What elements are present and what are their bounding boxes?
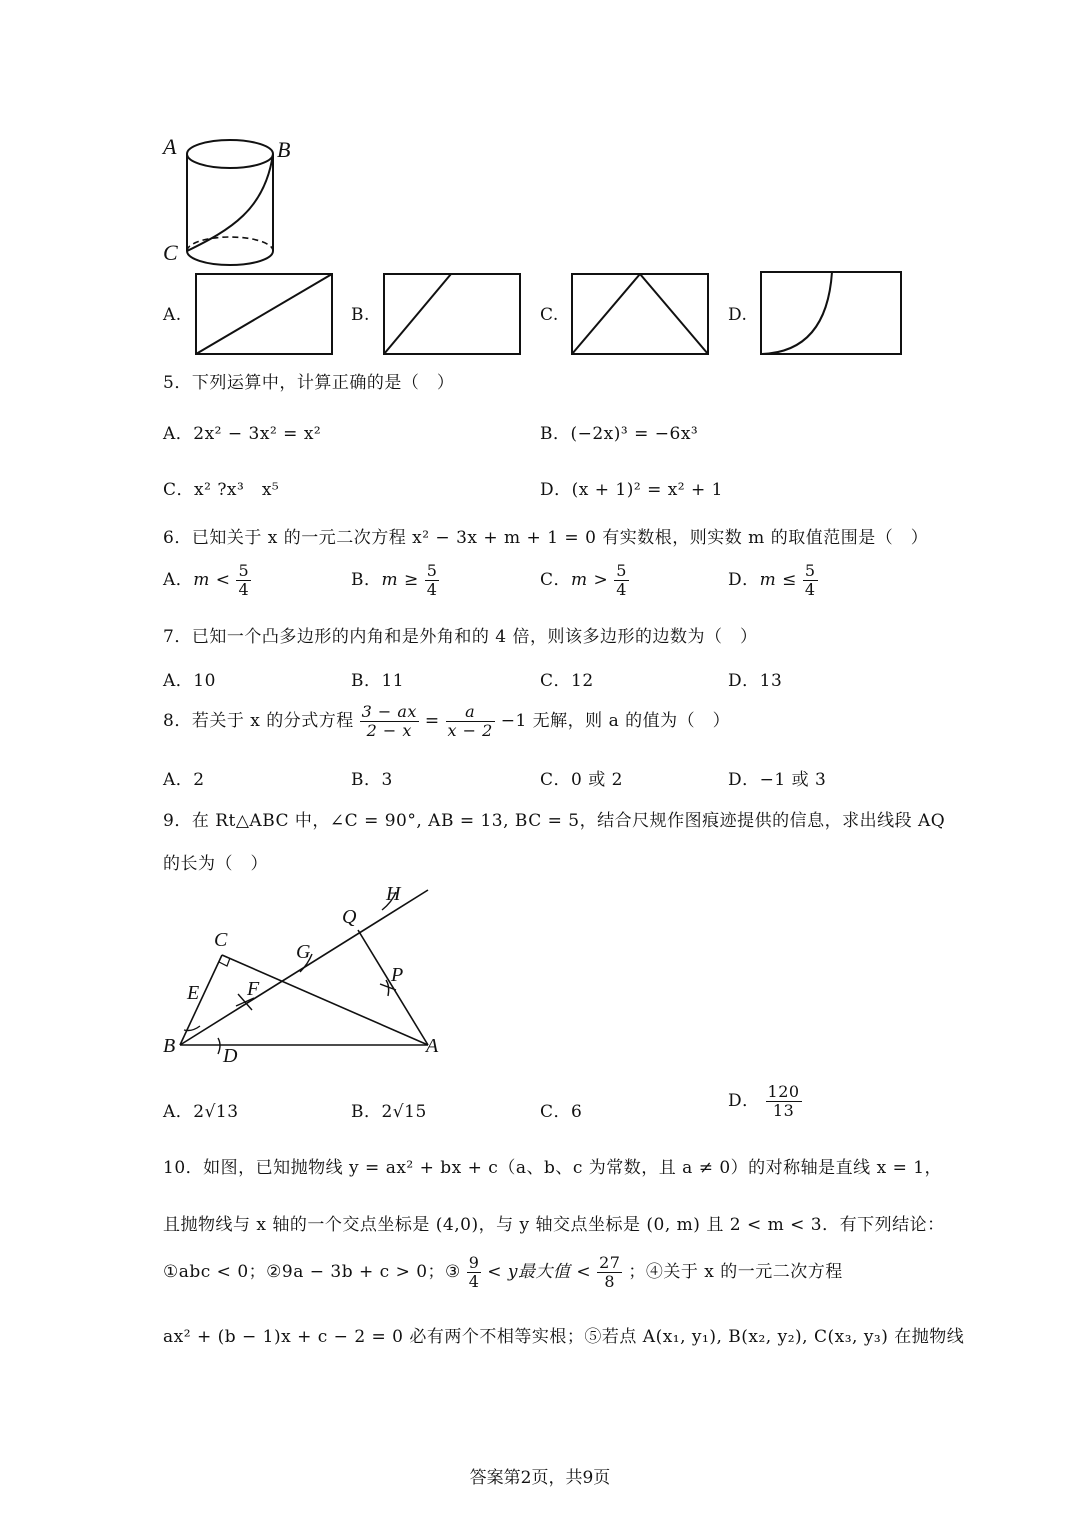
q10-frac1-den: 4 [468,1272,480,1291]
q9-option-d-den: 13 [772,1101,795,1120]
q8-question [163,703,730,740]
q6-option-a-prefix: A． [163,570,194,590]
q8-option-b: B．3 [351,770,393,790]
point-label-c: C [163,240,178,265]
q6-option-c [540,562,629,599]
q8-post: −1 无解，则 a 的值为（ ） [500,711,731,731]
q10-line3-post: ；④关于 x 的一元二次方程 [628,1262,843,1282]
q10-line-2: 且抛物线与 x 轴的一个交点坐标是 (4,0)，与 y 轴交点坐标是 (0, m) 且 2 < m < 3．有下列结论： [163,1215,945,1235]
q10-line-1: 10．如图，已知抛物线 y = ax² + bx + c（a、b、c 为常数，且 a ≠ 0）的对称轴是直线 x = 1， [163,1158,943,1178]
point-label-b-tri: B [163,1035,176,1057]
q4-option-b-label: B. [351,305,370,325]
q7-option-b: B．11 [351,671,405,691]
arc-mark-e [184,1026,200,1031]
q8-fraction-1 [360,703,419,740]
q8-fraction-2 [446,703,495,740]
q6-option-d-den: 4 [804,580,816,599]
q9-option-d-fraction [766,1083,802,1120]
cylinder-bottom-front [187,251,273,265]
q4-option-d-curve [761,272,832,354]
q4-option-b-line [384,274,451,354]
point-label-d: D [223,1045,238,1067]
q6-option-b-fraction [425,562,440,599]
point-label-b: B [277,137,291,162]
q6-option-a-fraction [236,562,251,599]
q5-option-c: C．x² ?x³ x⁵ [163,480,280,500]
q5-option-d: D．(x + 1)² = x² + 1 [540,480,723,500]
q6-option-a-rel: m < [193,570,231,590]
q6-option-c-num: 5 [616,561,627,580]
q4-option-c-lines [572,274,708,354]
q8-option-a: A．2 [163,770,205,790]
q10-line-4: ax² + (b − 1)x + c − 2 = 0 必有两个不相等实根；⑤若点 A(x₁, y₁), B(x₂, y₂), C(x₃, y₃) 在抛物线 [163,1327,965,1347]
q8-frac2-den: x − 2 [447,721,493,740]
point-label-c-tri: C [214,929,228,951]
arc-mark-p2 [386,980,389,996]
q10-frac1-num: 9 [468,1253,480,1272]
point-label-h: H [386,883,401,905]
q9-option-d [728,1083,802,1120]
q10-frac2-den: 8 [604,1272,616,1291]
point-label-g: G [296,941,311,963]
q8-frac1-den: 2 − x [366,721,412,740]
q6-option-d-num: 5 [804,561,816,580]
q6-option-d [728,562,818,599]
q10-line3-mid: < y最大值 < [487,1262,592,1282]
q4-option-b-rect [384,274,520,354]
q6-option-a-den: 4 [238,580,250,599]
point-label-e: E [187,982,200,1004]
q5-question: 5．下列运算中，计算正确的是（ ） [163,373,455,393]
arc-mark-d [218,1038,220,1054]
point-label-q: Q [342,906,357,928]
q9-option-d-prefix: D． [728,1091,760,1111]
q8-pre: 8．若关于 x 的分式方程 [163,711,354,731]
q6-option-c-fraction [614,562,629,599]
q10-line3-pre: ①abc < 0；②9a − 3b + c > 0；③ [163,1262,461,1282]
q4-option-a-label: A. [163,305,182,325]
q9-line-1: 9．在 Rt△ABC 中，∠C = 90°, AB = 13, BC = 5，结合尺规作图痕迹提供的信息，求出线段 AQ [163,811,946,831]
q4-option-d-label: D. [728,305,748,325]
q5-option-a: A．2x² − 3x² = x² [163,424,322,444]
q6-option-c-den: 4 [616,580,627,599]
q6-option-a [163,562,251,599]
q6-option-a-num: 5 [238,561,250,580]
q4-option-c-label: C. [540,305,559,325]
q6-option-b-rel: m ≥ [381,570,419,590]
q9-triangle-figure [160,880,460,1070]
q6-option-b-num: 5 [426,561,438,580]
q6-question: 6．已知关于 x 的一元二次方程 x² − 3x + m + 1 = 0 有实数根，则实数 m 的取值范围是（ ） [163,528,929,548]
point-label-a-tri: A [426,1035,439,1057]
q6-option-d-rel: m ≤ [759,570,797,590]
segment-qa [358,930,428,1045]
q8-frac2-num: a [446,703,495,722]
q10-line-3 [163,1254,843,1291]
q6-option-c-prefix: C． [540,570,572,590]
q10-fraction-1 [467,1254,482,1291]
q6-option-b [351,562,439,599]
q10-fraction-2 [597,1254,622,1291]
q4-option-d-figure [760,271,904,357]
q4-option-c-figure [571,273,711,356]
q4-option-a-line [196,274,332,354]
q6-option-d-prefix: D． [728,570,760,590]
q8-option-c: C．0 或 2 [540,770,623,790]
q4-option-b-figure [383,273,523,356]
point-label-p: P [391,964,404,986]
q7-question: 7．已知一个凸多边形的内角和是外角和的 4 倍，则该多边形的边数为（ ） [163,627,758,647]
q6-option-b-prefix: B． [351,570,382,590]
q10-frac2-num: 27 [599,1253,621,1272]
q5-option-b: B．(−2x)³ = −6x³ [540,424,699,444]
q7-option-d: D．13 [728,671,783,691]
q8-frac1-num: 3 − ax [361,702,417,721]
q9-line-2: 的长为（ ） [163,854,268,874]
q7-option-a: A．10 [163,671,216,691]
point-label-f: F [247,978,260,1000]
q9-option-b: B．2√15 [351,1102,427,1122]
cylinder-top-ellipse [187,140,273,168]
q4-option-c-rect [572,274,708,354]
q8-equals: = [424,711,440,731]
q9-option-a: A．2√13 [163,1102,239,1122]
q6-option-b-den: 4 [426,580,438,599]
point-label-a: A [163,134,177,159]
q9-option-d-num: 120 [767,1082,800,1101]
q8-option-d: D．−1 或 3 [728,770,827,790]
q7-option-c: C．12 [540,671,594,691]
q6-option-c-rel: m > [571,570,609,590]
q9-option-c: C．6 [540,1102,583,1122]
page-footer: 答案第2页，共9页 [469,1468,611,1488]
q6-option-d-fraction [803,562,818,599]
q4-option-a-figure [195,273,335,356]
